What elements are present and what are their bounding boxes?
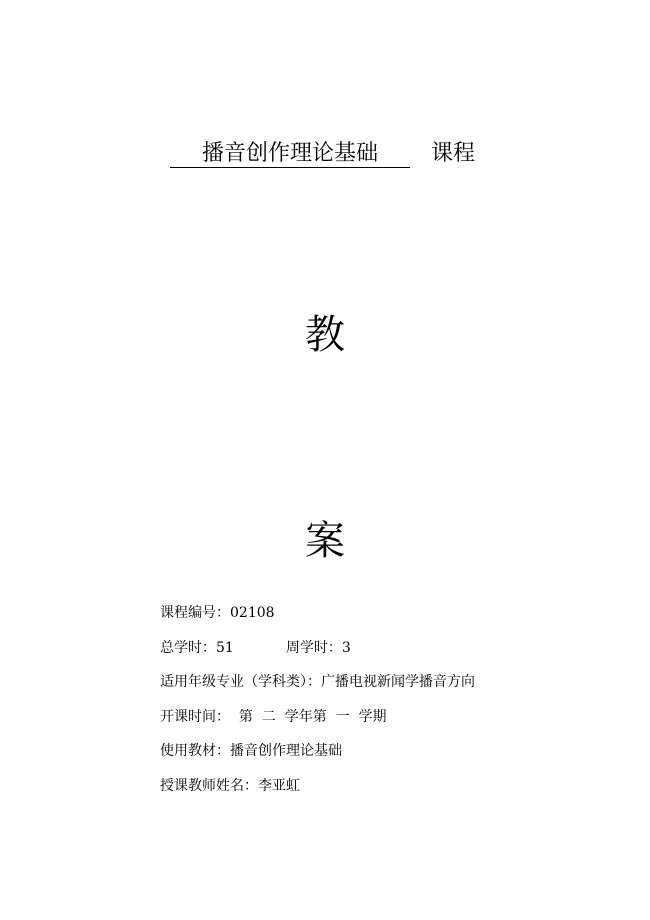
total-hours: 总学时：51 <box>160 639 234 656</box>
cover-char-jiao: 教 <box>305 312 345 358</box>
teacher-name: 授课教师姓名：李亚虹 <box>160 777 300 794</box>
course-name: 播音创作理论基础 <box>170 140 410 168</box>
course-term: 开课时间： 第 二 学年第 一 学期 <box>160 708 387 725</box>
textbook: 使用教材：播音创作理论基础 <box>160 743 342 760</box>
course-suffix: 课程 <box>431 141 476 166</box>
course-code: 课程编号：02108 <box>160 605 275 621</box>
course-title <box>0 140 650 170</box>
course-info <box>160 603 475 811</box>
cover-char-an: 案 <box>305 518 345 564</box>
weekly-hours: 周学时：3 <box>285 639 351 656</box>
hours-line <box>160 638 475 673</box>
applicable-major: 适用年级专业（学科类）：广播电视新闻学播音方向 <box>160 674 475 691</box>
